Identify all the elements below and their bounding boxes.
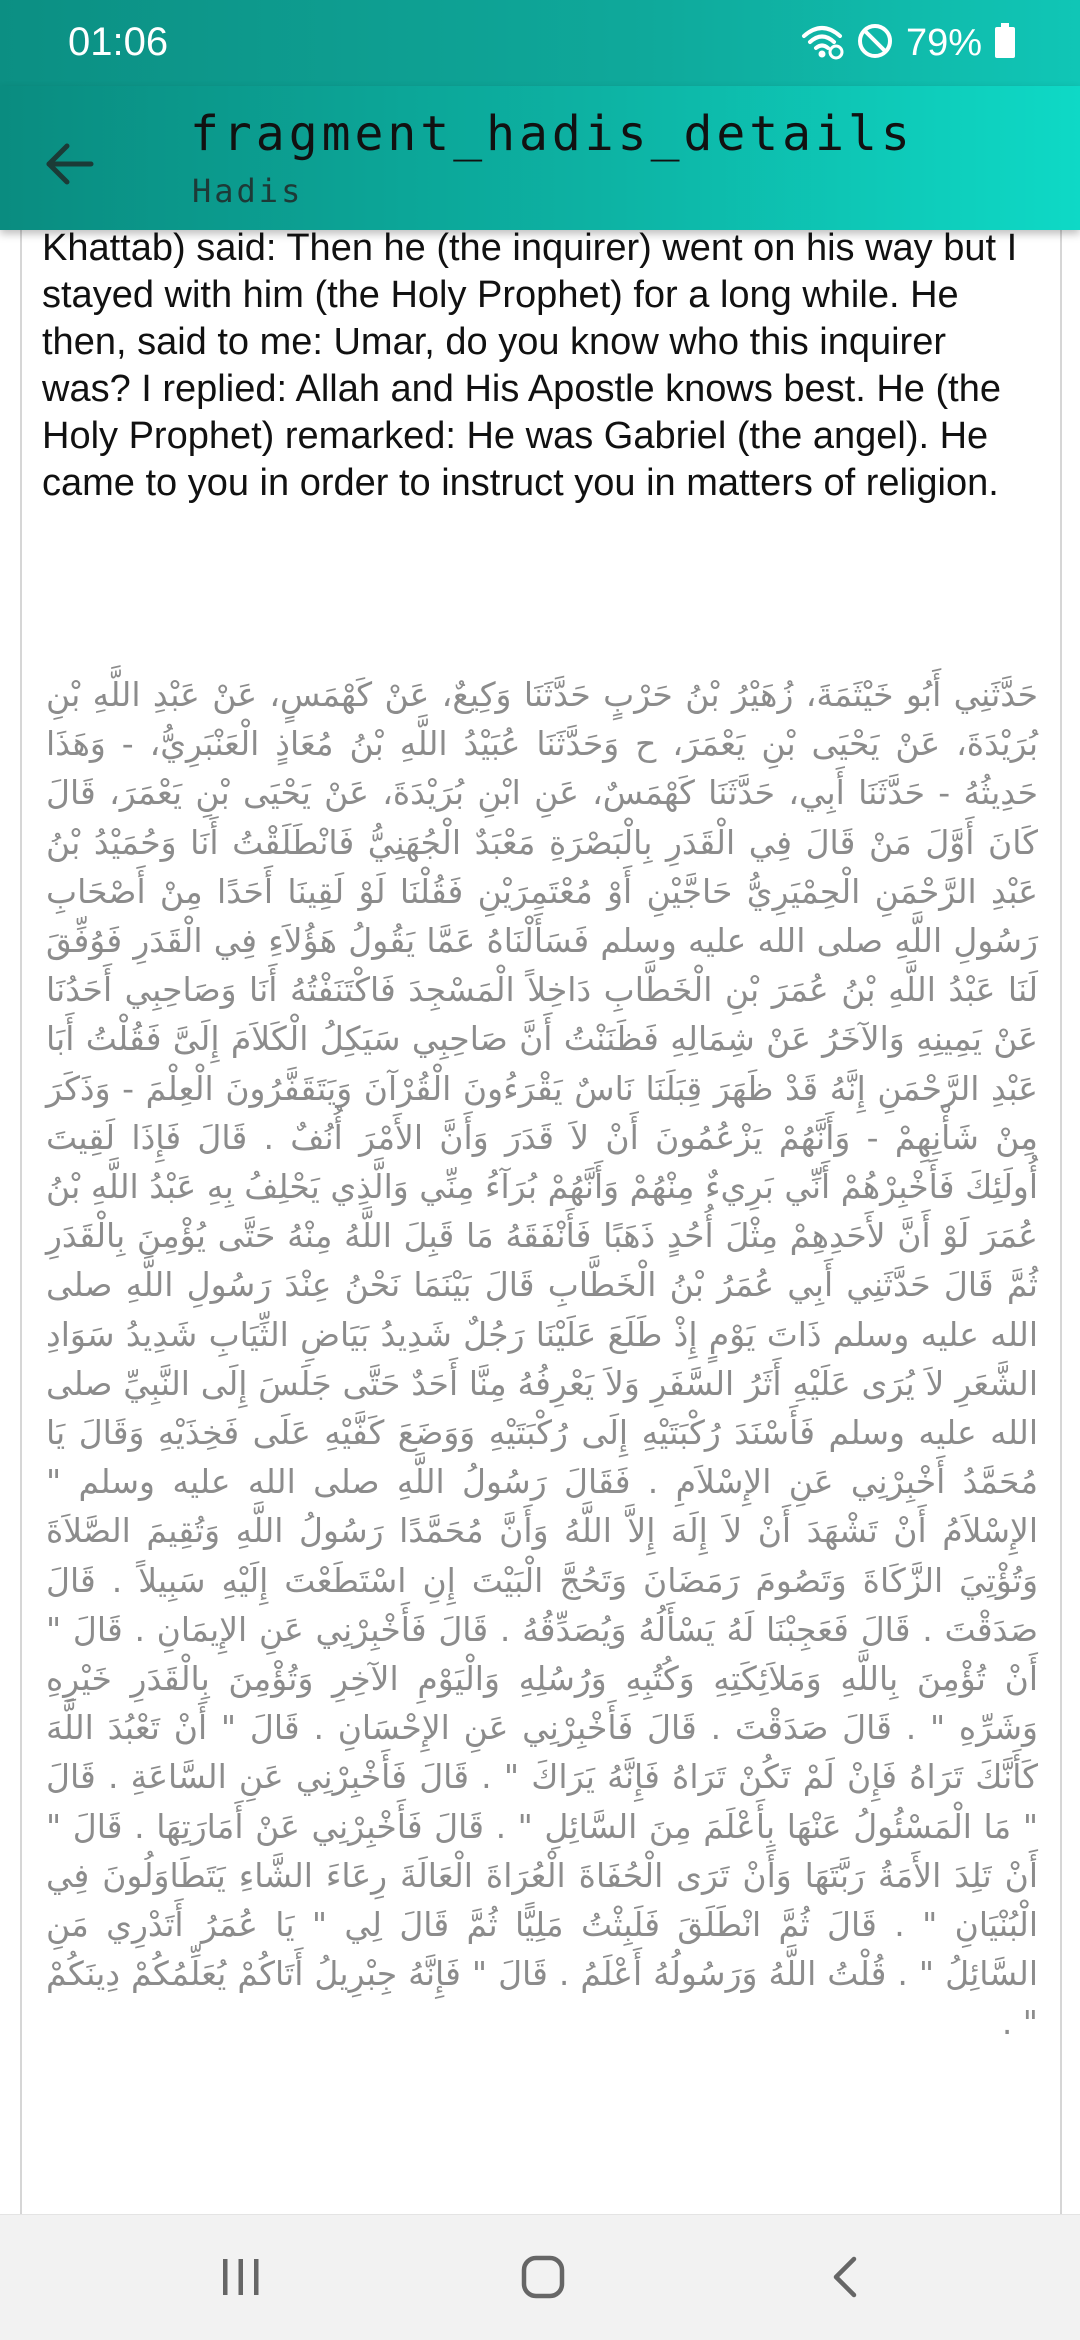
recent-apps-icon [219, 2257, 263, 2301]
hadis-english-text: Khattab) said: Then he (the inquirer) went on his way but I stayed with him (the Holy Prophet) for a long while. He then, said to me: Umar, do you know who this inquirer was? I replied: Allah and His Apostle knows best. He (the Holy Prophet) remarked: He was Gabriel (the angel). He came to you in order to instruct you in matters of religion. [42, 230, 1018, 504]
nav-back-icon [830, 2255, 860, 2303]
system-nav-bar [0, 2214, 1080, 2340]
page-subtitle: Hadis [192, 172, 304, 210]
wifi-icon [800, 22, 844, 64]
hadis-arabic-text: حَدَّثَنِي أَبُو خَيْثَمَةَ، زُهَيْرُ بْنُ حَرْبٍ حَدَّثَنَا وَكِيعٌ، عَنْ كَهْمَسٍ، عَنْ عَبْدِ اللَّهِ بْنِ بُرَيْدَةَ، عَنْ يَحْيَى بْنِ يَعْمَرَ، ح وَحَدَّثَنَا عُبَيْدُ اللَّهِ بْنُ مُعَاذٍ الْعَنْبَرِيُّ، - وَهَذَا حَدِيثُهُ - حَدَّثَنَا أَبِي، حَدَّثَنَا كَهْمَسٌ، عَنِ ابْنِ بُرَيْدَةَ، عَنْ يَحْيَى بْنِ يَعْمَرَ، قَالَ كَانَ أَوَّلَ مَنْ قَالَ فِي الْقَدَرِ بِالْبَصْرَةِ مَعْبَدٌ الْجُهَنِيُّ فَانْطَلَقْتُ أَنَا وَحُمَيْدُ بْنُ عَبْدِ الرَّحْمَنِ الْحِمْيَرِيُّ حَاجَّيْنِ أَوْ مُعْتَمِرَيْنِ فَقُلْنَا لَوْ لَقِينَا أَحَدًا مِنْ أَصْحَابِ رَسُولِ اللَّهِ صلى الله عليه وسلم فَسَأَلْنَاهُ عَمَّا يَقُولُ هَؤُلاَءِ فِي الْقَدَرِ فَوُفِّقَ لَنَا عَبْدُ اللَّهِ بْنُ عُمَرَ بْنِ الْخَطَّابِ دَاخِلاً الْمَسْجِدَ فَاكْتَنَفْتُهُ أَنَا وَصَاحِبِي أَحَدُنَا عَنْ يَمِينِهِ وَالآخَرُ عَنْ شِمَالِهِ فَظَنَنْتُ أَنَّ صَاحِبِي سَيَكِلُ الْكَلاَمَ إِلَىَّ فَقُلْتُ أَبَا عَبْدِ الرَّحْمَنِ إِنَّهُ قَدْ ظَهَرَ قِبَلَنَا نَاسٌ يَقْرَءُونَ الْقُرْآنَ وَيَتَقَفَّرُونَ الْعِلْمَ - وَذَكَرَ مِنْ شَأْنِهِمْ - وَأَنَّهُمْ يَزْعُمُونَ أَنْ لاَ قَدَرَ وَأَنَّ الأَمْرَ أُنُفٌ . قَالَ فَإِذَا لَقِيتَ أُولَئِكَ فَأَخْبِرْهُمْ أَنِّي بَرِيءٌ مِنْهُمْ وَأَنَّهُمْ بُرَآءُ مِنِّي وَالَّذِي يَحْلِفُ بِهِ عَبْدُ اللَّهِ بْنُ عُمَرَ لَوْ أَنَّ لأَحَدِهِمْ مِثْلَ أُحُدٍ ذَهَبًا فَأَنْفَقَهُ مَا قَبِلَ اللَّهُ مِنْهُ حَتَّى يُؤْمِنَ بِالْقَدَرِ ثُمَّ قَالَ حَدَّثَنِي أَبِي عُمَرُ بْنُ الْخَطَّابِ قَالَ بَيْنَمَا نَحْنُ عِنْدَ رَسُولِ اللَّهِ صلى الله عليه وسلم ذَاتَ يَوْمٍ إِذْ طَلَعَ عَلَيْنَا رَجُلٌ شَدِيدُ بَيَاضِ الثِّيَابِ شَدِيدُ سَوَادِ الشَّعَرِ لاَ يُرَى عَلَيْهِ أَثَرُ السَّفَرِ وَلاَ يَعْرِفُهُ مِنَّا أَحَدٌ حَتَّى جَلَسَ إِلَى النَّبِيِّ صلى الله عليه وسلم فَأَسْنَدَ رُكْبَتَيْهِ إِلَى رُكْبَتَيْهِ وَوَضَعَ كَفَّيْهِ عَلَى فَخِذَيْهِ وَقَالَ يَا مُحَمَّدُ أَخْبِرْنِي عَنِ الإِسْلاَمِ . فَقَالَ رَسُولُ اللَّهِ صلى الله عليه وسلم " الإِسْلاَمُ أَنْ تَشْهَدَ أَنْ لاَ إِلَهَ إِلاَّ اللَّهُ وَأَنَّ مُحَمَّدًا رَسُولُ اللَّهِ وَتُقِيمَ الصَّلاَةَ وَتُؤْتِيَ الزَّكَاةَ وَتَصُومَ رَمَضَانَ وَتَحُجَّ الْبَيْتَ إِنِ اسْتَطَعْتَ إِلَيْهِ سَبِيلاً . قَالَ صَدَقْتَ . قَالَ فَعَجِبْنَا لَهُ يَسْأَلُهُ وَيُصَدِّقُهُ . قَالَ فَأَخْبِرْنِي عَنِ الإِيمَانِ . قَالَ " أَنْ تُؤْمِنَ بِاللَّهِ وَمَلاَئِكَتِهِ وَكُتُبِهِ وَرُسُلِهِ وَالْيَوْمِ الآخِرِ وَتُؤْمِنَ بِالْقَدَرِ خَيْرِهِ وَشَرِّهِ " . قَالَ صَدَقْتَ . قَالَ فَأَخْبِرْنِي عَنِ الإِحْسَانِ . قَالَ " أَنْ تَعْبُدَ اللَّهَ كَأَنَّكَ تَرَاهُ فَإِنْ لَمْ تَكُنْ تَرَاهُ فَإِنَّهُ يَرَاكَ " . قَالَ فَأَخْبِرْنِي عَنِ السَّاعَةِ . قَالَ " مَا الْمَسْئُولُ عَنْهَا بِأَعْلَمَ مِنَ السَّائِلِ " . قَالَ فَأَخْبِرْنِي عَنْ أَمَارَتِهَا . قَالَ " أَنْ تَلِدَ الأَمَةُ رَبَّتَهَا وَأَنْ تَرَى الْحُفَاةَ الْعُرَاةَ الْعَالَةَ رِعَاءَ الشَّاءِ يَتَطَاوَلُونَ فِي الْبُنْيَانِ " . قَالَ ثُمَّ انْطَلَقَ فَلَبِثْتُ مَلِيًّا ثُمَّ قَالَ لِي " يَا عُمَرُ أَتَدْرِي مَنِ السَّائِلُ " . قُلْتُ اللَّهُ وَرَسُولُهُ أَعْلَمُ . قَالَ " فَإِنَّهُ جِبْرِيلُ أَتَاكُمْ يُعَلِّمُكُمْ دِينَكُمْ " . [46, 675, 1038, 2043]
recent-apps-button[interactable] [196, 2239, 286, 2319]
system-back-button[interactable] [800, 2239, 890, 2319]
status-icons [800, 18, 1016, 68]
arrow-back-icon [45, 142, 95, 190]
home-button[interactable] [498, 2239, 588, 2319]
battery-icon [994, 23, 1016, 63]
battery-percentage: 79% [905, 21, 982, 64]
page-title: fragment_hadis_details [190, 106, 914, 162]
status-time: 01:06 [68, 20, 169, 64]
app-bar [0, 86, 1080, 230]
do-not-disturb-icon [856, 22, 894, 64]
status-bar [0, 0, 1080, 86]
hadis-content-scroll[interactable] [0, 230, 1080, 2214]
home-icon [521, 2255, 565, 2303]
back-button[interactable] [30, 126, 110, 206]
